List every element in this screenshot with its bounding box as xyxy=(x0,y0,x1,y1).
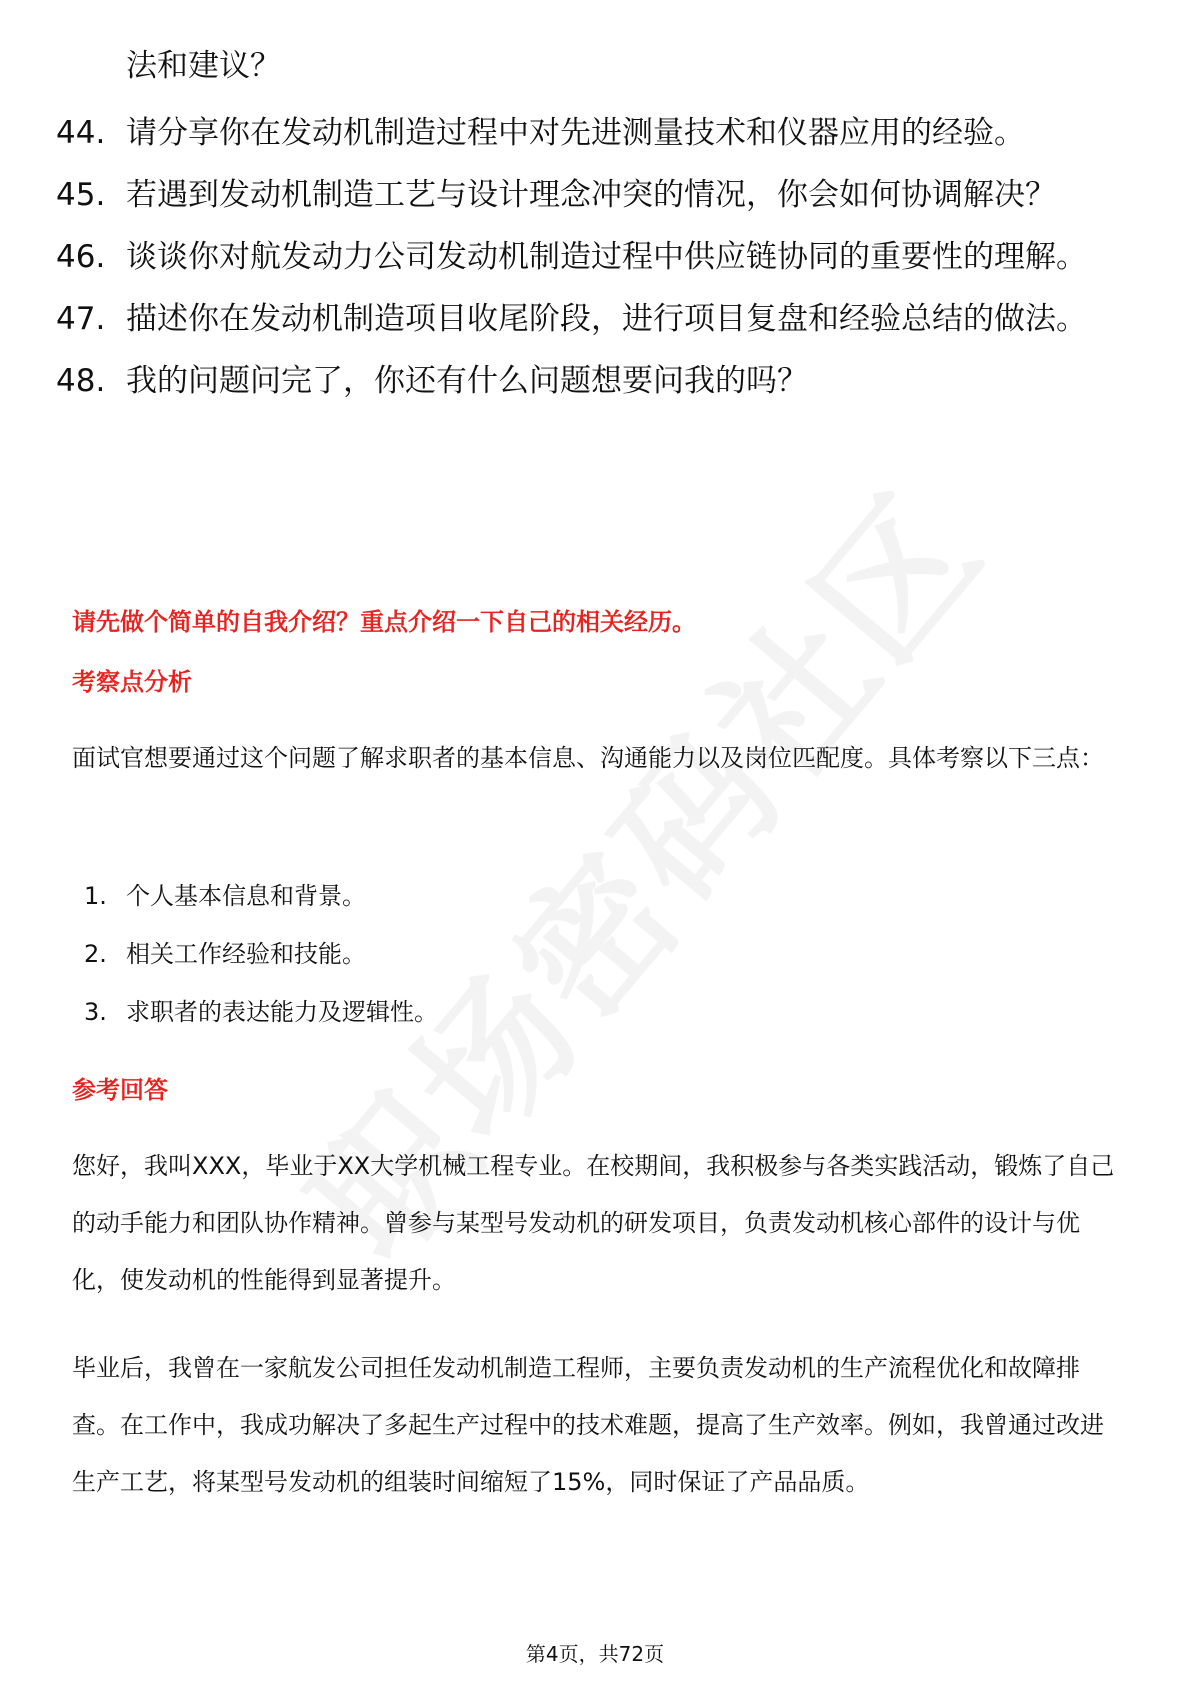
point-text: 求职者的表达能力及逻辑性。 xyxy=(126,998,438,1026)
point-text: 相关工作经验和技能。 xyxy=(126,940,366,968)
question-list xyxy=(56,112,1136,422)
analysis-heading: 考察点分析 xyxy=(72,668,192,696)
page-footer: 第4页，共72页 xyxy=(525,1642,665,1666)
question-number: 46. xyxy=(56,239,106,275)
point-number: 2. xyxy=(84,940,107,968)
question-item xyxy=(56,360,1136,402)
question-number: 48. xyxy=(56,363,106,399)
answer-heading: 参考回答 xyxy=(72,1076,168,1104)
answer-paragraph: 毕业后，我曾在一家航发公司担任发动机制造工程师，主要负责发动机的生产流程优化和故障排查。在工作中，我成功解决了多起生产过程中的技术难题，提高了生产效率。例如，我曾通过改进生产工艺，将某型号发动机的组装时间缩短了15%，同时保证了产品品质。 xyxy=(72,1354,1104,1496)
point-number: 3. xyxy=(84,998,107,1026)
question-item xyxy=(56,236,1136,278)
analysis-points xyxy=(84,878,438,1052)
analysis-point xyxy=(84,936,438,972)
point-text: 个人基本信息和背景。 xyxy=(126,882,366,910)
analysis-intro: 面试官想要通过这个问题了解求职者的基本信息、沟通能力以及岗位匹配度。具体考察以下三点： xyxy=(72,744,1104,772)
answer-paragraph: 您好，我叫XXX，毕业于XX大学机械工程专业。在校期间，我积极参与各类实践活动，锻炼了自己的动手能力和团队协作精神。曾参与某型号发动机的研发项目，负责发动机核心部件的设计与优化，使发动机的性能得到显著提升。 xyxy=(72,1152,1115,1294)
question-number: 44. xyxy=(56,115,106,151)
analysis-point xyxy=(84,878,438,914)
question-text: 若遇到发动机制造工艺与设计理念冲突的情况，你会如何协调解决？ xyxy=(126,177,1056,213)
point-number: 1. xyxy=(84,882,107,910)
featured-question: 请先做个简单的自我介绍？重点介绍一下自己的相关经历。 xyxy=(72,608,696,636)
question-number: 45. xyxy=(56,177,106,213)
question-item xyxy=(56,112,1136,154)
question-text: 我的问题问完了，你还有什么问题想要问我的吗？ xyxy=(126,363,808,399)
question-item xyxy=(56,174,1136,216)
question-item xyxy=(56,298,1136,340)
question-text: 请分享你在发动机制造过程中对先进测量技术和仪器应用的经验。 xyxy=(126,115,1025,151)
question-text: 谈谈你对航发动力公司发动机制造过程中供应链协同的重要性的理解。 xyxy=(126,239,1087,275)
question-continuation: 法和建议？ xyxy=(126,48,281,84)
question-text: 描述你在发动机制造项目收尾阶段，进行项目复盘和经验总结的做法。 xyxy=(126,301,1087,337)
question-number: 47. xyxy=(56,301,106,337)
analysis-point xyxy=(84,994,438,1030)
